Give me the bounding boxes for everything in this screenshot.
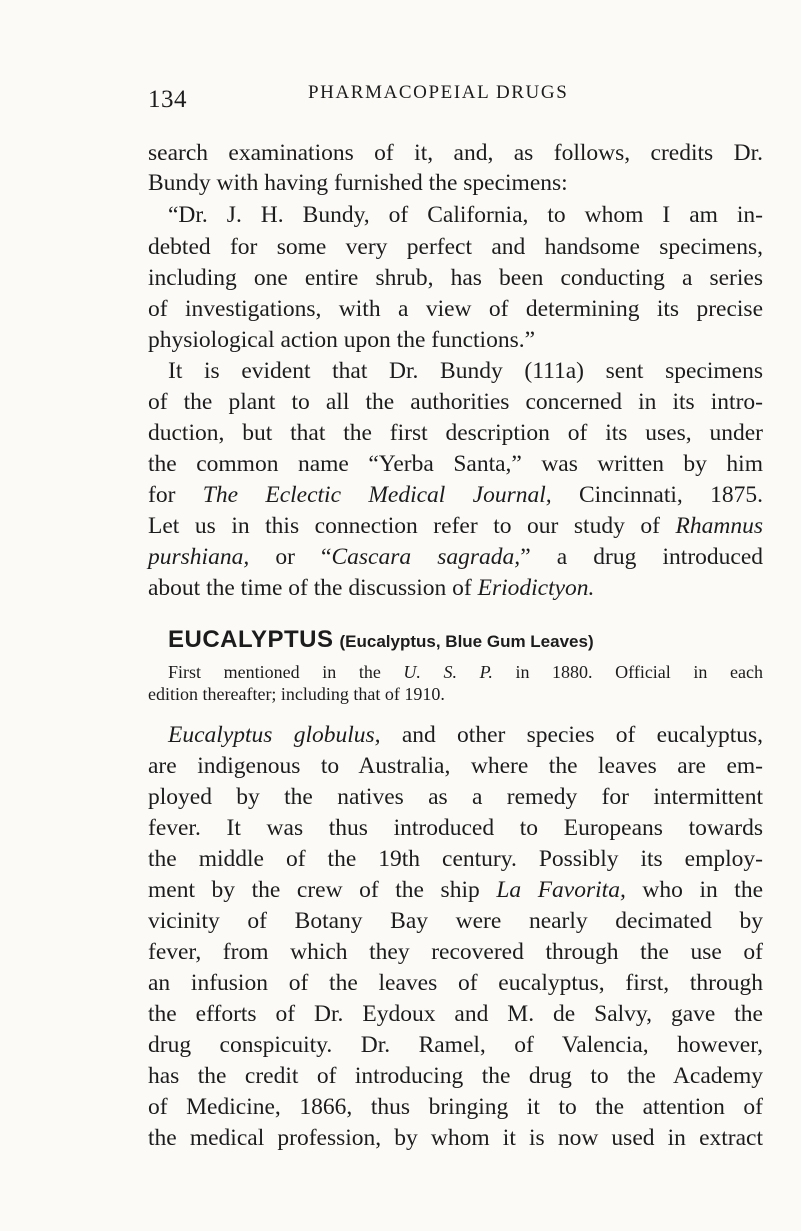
body-line: Bundy with having furnished the specimens:: [148, 170, 568, 196]
body-line: are indigenous to Australia, where the leaves are em-: [148, 753, 763, 779]
pharmacopeia-abbrev: U. S. P.: [403, 662, 493, 682]
text-span: or “: [249, 544, 332, 570]
body-line: has the credit of introducing the drug to the Academy: [148, 1063, 763, 1089]
journal-title: The Eclectic Medical Journal,: [202, 482, 552, 508]
body-line: an infusion of the leaves of eucalyptus, first, through: [148, 970, 763, 996]
body-line: the common name “Yerba Santa,” was written by him: [148, 451, 763, 477]
common-name: Cascara sagrada,: [331, 544, 521, 570]
section-heading: [168, 626, 594, 654]
text-span: ment by the crew of the ship: [148, 877, 497, 903]
text-span: ” a drug introduced: [520, 544, 764, 570]
text-span: First mentioned in the: [168, 662, 404, 682]
body-line: of the plant to all the authorities concerned in its intro-: [148, 389, 763, 415]
page-number: 134: [148, 86, 187, 113]
quote-line: “Dr. J. H. Bundy, of California, to whom I am in-: [168, 202, 763, 228]
text-span: about the time of the discussion of: [148, 575, 478, 601]
text-span: in 1880. Official in each: [492, 662, 763, 682]
species-name: purshiana,: [148, 544, 250, 570]
note-line: edition thereafter; including that of 1910.: [148, 684, 445, 704]
body-line: fever, from which they recovered through the use of: [148, 939, 763, 965]
section-title: EUCALYPTUS: [168, 626, 334, 653]
body-line: of Medicine, 1866, thus bringing it to the attention of: [148, 1094, 763, 1120]
text-span: Let us in this connection refer to our study of: [148, 513, 676, 539]
section-subtitle: (Eucalyptus, Blue Gum Leaves): [339, 632, 594, 651]
ship-name: La Favorita,: [496, 877, 626, 903]
body-line: [168, 720, 763, 750]
body-line: fever. It was thus introduced to Europeans towards: [148, 815, 763, 841]
body-line: [148, 511, 763, 541]
running-head: PHARMACOPEIAL DRUGS: [308, 82, 569, 103]
body-line: ployed by the natives as a remedy for intermittent: [148, 784, 763, 810]
body-line: It is evident that Dr. Bundy (111a) sent specimens: [168, 358, 763, 384]
quote-line: physiological action upon the functions.”: [148, 327, 536, 353]
body-line: [148, 875, 763, 905]
text-span: who in the: [625, 877, 763, 903]
body-line: duction, but that the first description of its uses, under: [148, 420, 763, 446]
body-line: the middle of the 19th century. Possibly its employ-: [148, 846, 763, 872]
body-line: the medical profession, by whom it is now used in extract: [148, 1125, 763, 1151]
body-line: [148, 542, 763, 572]
species-name: Eucalyptus globulus,: [168, 722, 381, 748]
body-line: the efforts of Dr. Eydoux and M. de Salvy, gave the: [148, 1001, 763, 1027]
quote-line: debted for some very perfect and handsome specimens,: [148, 234, 763, 260]
text-span: and other species of eucalyptus,: [380, 722, 764, 748]
body-line: vicinity of Botany Bay were nearly decimated by: [148, 908, 763, 934]
text-span: for: [148, 482, 203, 508]
body-line: search examinations of it, and, as follows, credits Dr.: [148, 140, 763, 166]
body-line: [148, 573, 763, 603]
body-line: drug conspicuity. Dr. Ramel, of Valencia, however,: [148, 1032, 763, 1058]
genus-name: Eriodictyon.: [477, 575, 595, 601]
note-line: [168, 661, 763, 683]
body-line: [148, 480, 763, 510]
genus-name: Rhamnus: [675, 513, 763, 539]
quote-line: including one entire shrub, has been conducting a series: [148, 265, 763, 291]
quote-line: of investigations, with a view of determining its precise: [148, 296, 763, 322]
text-span: Cincinnati, 1875.: [551, 482, 764, 508]
